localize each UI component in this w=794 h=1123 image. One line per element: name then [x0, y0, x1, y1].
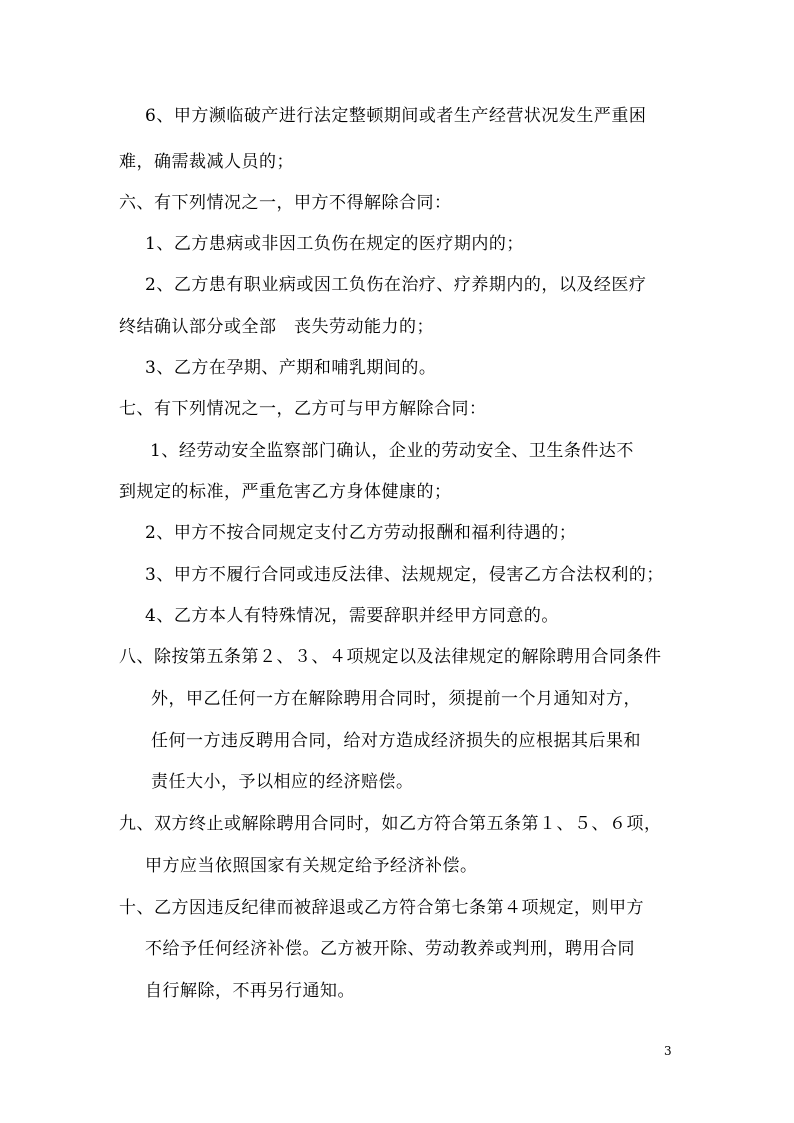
- text-line: 外，甲乙任何一方在解除聘用合同时，须提前一个月通知对方，: [151, 689, 641, 709]
- page-number: 3: [664, 1044, 672, 1058]
- text-line: 1、乙方患病或非因工负伤在规定的医疗期内的；: [145, 234, 524, 254]
- text-line: 6、甲方濒临破产进行法定整顿期间或者生产经营状况发生严重困: [145, 106, 647, 126]
- section-heading: 七、有下列情况之一，乙方可与甲方解除合同：: [119, 399, 487, 419]
- text-line: 责任大小，予以相应的经济赔偿。: [151, 772, 414, 792]
- section-heading: 十、乙方因违反纪律而被辞退或乙方符合第七条第４项规定，则甲方: [119, 898, 644, 918]
- text-line: 到规定的标准，严重危害乙方身体健康的；: [119, 482, 452, 502]
- text-line: 终结确认部分或全部 丧失劳动能力的；: [119, 317, 434, 337]
- text-line: 2、甲方不按合同规定支付乙方劳动报酬和福利待遇的；: [145, 523, 577, 543]
- text-line: 4、乙方本人有特殊情况，需要辞职并经甲方同意的。: [145, 606, 559, 626]
- text-line: 1、经劳动安全监察部门确认，企业的劳动安全、卫生条件达不: [150, 441, 634, 461]
- text-line: 任何一方违反聘用合同，给对方造成经济损失的应根据其后果和: [151, 731, 641, 751]
- text-line: 自行解除，不再另行通知。: [145, 981, 355, 1001]
- text-line: 甲方应当依照国家有关规定给予经济补偿。: [145, 856, 478, 876]
- text-line: 3、甲方不履行合同或违反法律、法规规定，侵害乙方合法权利的；: [145, 565, 664, 585]
- section-heading: 八、除按第五条第２、３、４项规定以及法律规定的解除聘用合同条件: [119, 647, 662, 667]
- text-line: 3、乙方在孕期、产期和哺乳期间的。: [145, 358, 437, 378]
- text-line: 难，确需裁减人员的；: [119, 152, 294, 172]
- text-line: 不给予任何经济补偿。乙方被开除、劳动教养或判刑，聘用合同: [145, 939, 635, 959]
- section-heading: 六、有下列情况之一，甲方不得解除合同：: [119, 193, 452, 213]
- section-heading: 九、双方终止或解除聘用合同时，如乙方符合第五条第１、５、６项，: [119, 814, 662, 834]
- text-line: 2、乙方患有职业病或因工负伤在治疗、疗养期内的，以及经医疗: [145, 275, 647, 295]
